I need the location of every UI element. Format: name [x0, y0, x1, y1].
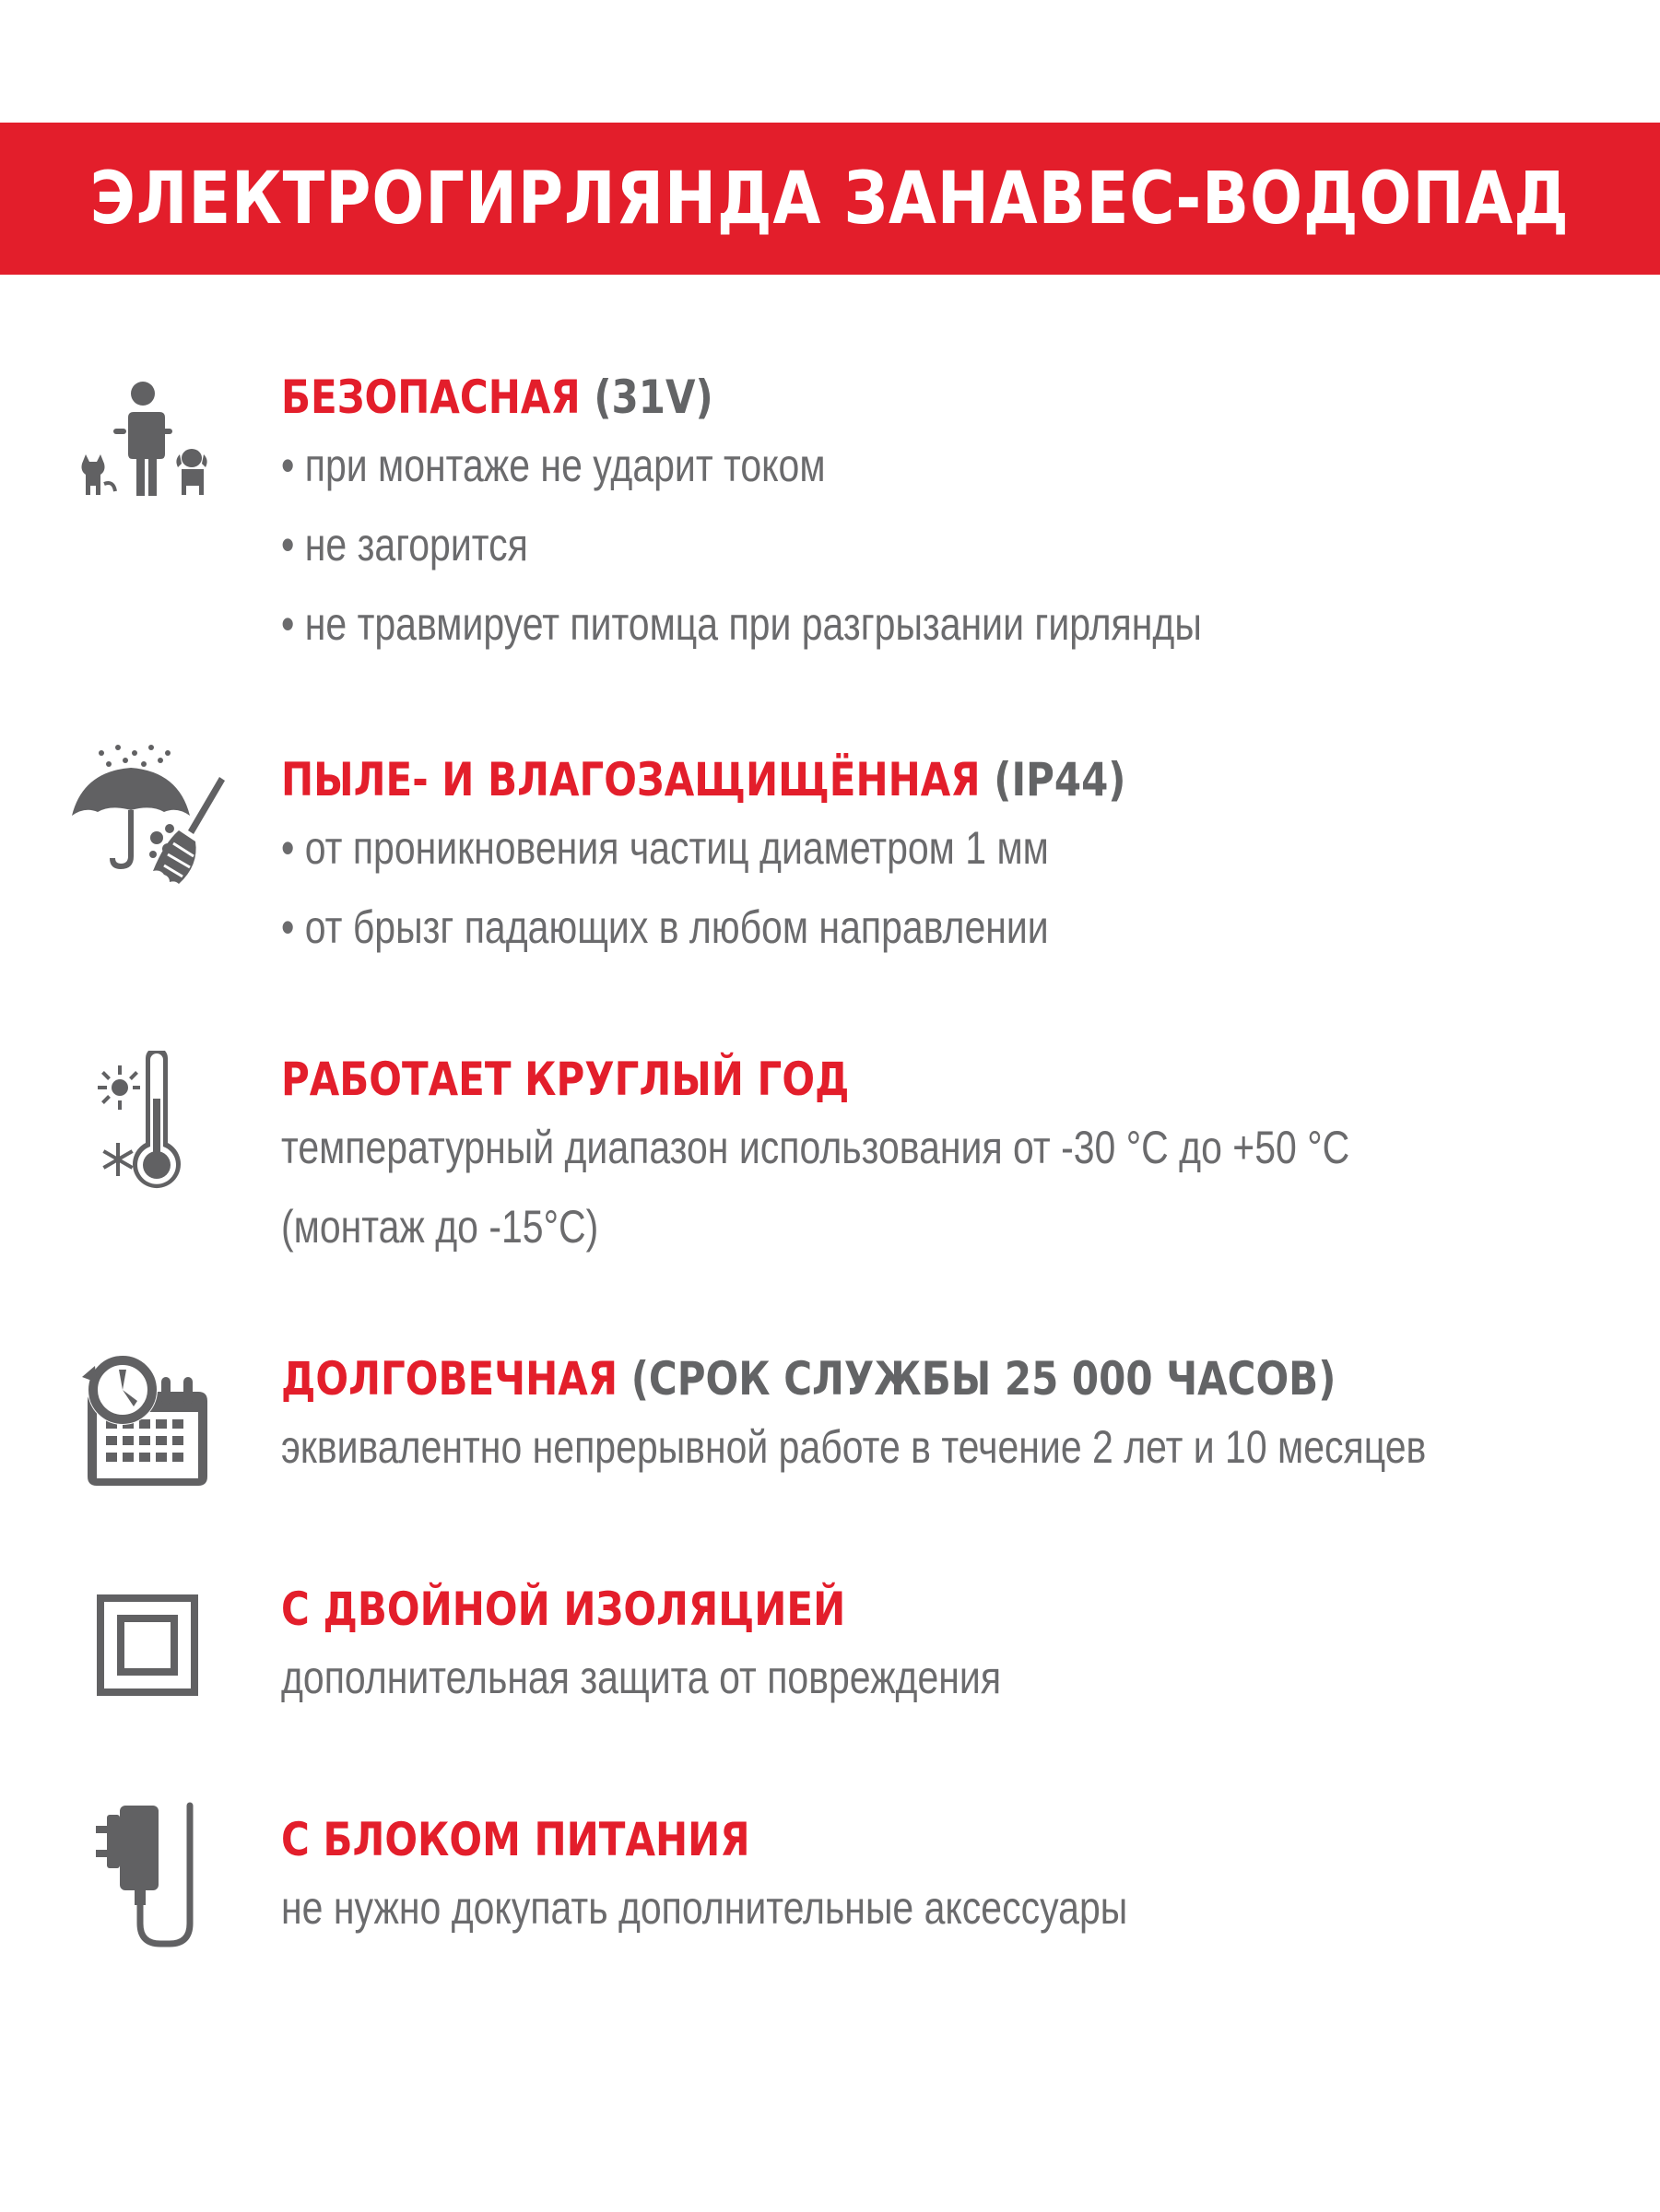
feature-line: температурный диапазон использования от -30 °С до +50 °С: [281, 1122, 1350, 1173]
feature-line: • при монтаже не ударит током: [281, 426, 1370, 505]
feature-heading: БЕЗОПАСНАЯ (31V): [281, 371, 713, 424]
feature-heading: ДОЛГОВЕЧНАЯ (СРОК СЛУЖБЫ 25 000 ЧАСОВ): [281, 1352, 1336, 1406]
feature-heading: С ДВОЙНОЙ ИЗОЛЯЦИЕЙ: [281, 1583, 846, 1636]
power-adapter-icon: [65, 1806, 230, 1954]
feature-line: (монтаж до -15°С): [281, 1201, 599, 1253]
umbrella-broom-icon: [65, 742, 230, 889]
feature-line: не нужно докупать дополнительные аксессуары: [281, 1882, 1128, 1934]
feature-heading: РАБОТАЕТ КРУГЛЫЙ ГОД: [281, 1053, 850, 1106]
family-pets-icon: [65, 369, 230, 516]
double-insulation-icon: [65, 1571, 230, 1719]
page-title: ЭЛЕКТРОГИРЛЯНДА ЗАНАВЕС-ВОДОПАД: [89, 157, 1571, 241]
feature-line: • не загорится: [281, 505, 1370, 584]
feature-heading: С БЛОКОМ ПИТАНИЯ: [281, 1813, 750, 1866]
feature-line: эквивалентно непрерывной работе в течение 2 лет и 10 месяцев: [281, 1421, 1427, 1473]
feature-line: • от брызг падающих в любом направлении: [281, 888, 1370, 967]
clock-calendar-icon: [65, 1346, 230, 1493]
feature-line: • от проникновения частиц диаметром 1 мм: [281, 808, 1370, 888]
thermometer-icon: [65, 1051, 230, 1198]
feature-line: • не травмирует питомца при разгрызании гирлянды: [281, 584, 1370, 664]
feature-heading: ПЫЛЕ- И ВЛАГОЗАЩИЩЁННАЯ (IP44): [281, 753, 1126, 806]
feature-line: дополнительная защита от повреждения: [281, 1652, 1002, 1703]
title-banner: [0, 123, 1660, 275]
